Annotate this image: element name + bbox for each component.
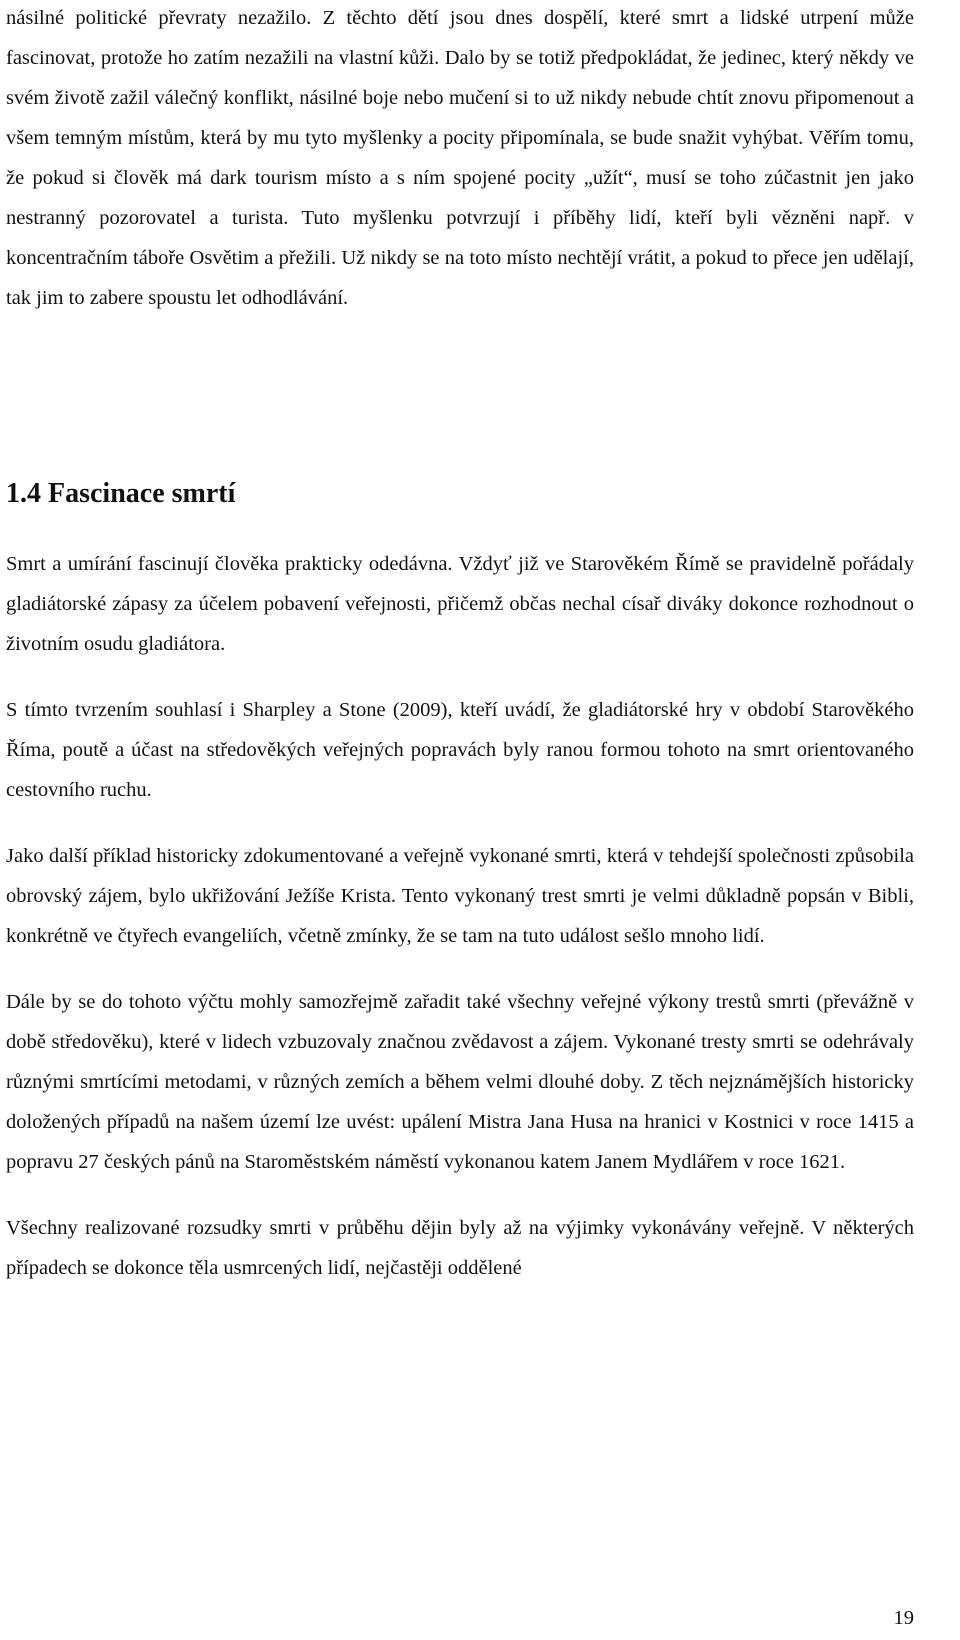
body-paragraph: Jako další příklad historicky zdokumentované a veřejně vykonané smrti, která v tehdejší společnosti způsobila obrovský zájem, bylo ukřižování Ježíše Krista. Tento vykonaný trest smrti je velmi důkladně popsán v Bibli, konkrétně ve čtyřech evangeliích, včetně zmínky, že se tam na tuto událost sešlo mnoho lidí. bbox=[6, 845, 914, 947]
body-paragraph: Dále by se do tohoto výčtu mohly samozřejmě zařadit také všechny veřejné výkony trestů smrti (převážně v době středověku), které v lidech vzbuzovaly značnou zvědavost a zájem. Vykonané tresty smrti se odehrávaly různými smrtícími metodami, v různých zemích a během velmi dlouhé doby. Z těch nejznámějších historicky doložených případů na našem území lze uvést: upálení Mistra Jana Husa na hranici v Kostnici v roce 1415 a popravu 27 českých pánů na Staroměstském náměstí vykonanou katem Janem Mydlářem v roce 1621. bbox=[6, 991, 914, 1173]
section-heading: 1.4 Fascinace smrtí bbox=[6, 478, 236, 509]
body-paragraph: Všechny realizované rozsudky smrti v průběhu dějin byly až na výjimky vykonávány veřejně. V některých případech se dokonce těla usmrcených lidí, nejčastěji oddělené bbox=[6, 1217, 914, 1279]
section-body bbox=[6, 544, 914, 1288]
body-paragraph: Smrt a umírání fascinují člověka prakticky odedávna. Vždyť již ve Starověkém Římě se pravidelně pořádaly gladiátorské zápasy za účelem pobavení veřejnosti, přičemž občas nechal císař diváky dokonce rozhodnout o životním osudu gladiátora. bbox=[6, 553, 914, 655]
body-paragraph: S tímto tvrzením souhlasí i Sharpley a Stone (2009), kteří uvádí, že gladiátorské hry v období Starověkého Říma, poutě a účast na středověkých veřejných popravách byly ranou formou tohoto na smrt orientovaného cestovního ruchu. bbox=[6, 699, 914, 801]
page-number: 19 bbox=[893, 1607, 914, 1629]
document-page bbox=[6, 0, 914, 1640]
body-paragraph: násilné politické převraty nezažilo. Z těchto dětí jsou dnes dospělí, které smrt a lidské utrpení může fascinovat, protože ho zatím nezažili na vlastní kůži. Dalo by se totiž předpokládat, že jedinec, který někdy ve svém životě zažil válečný konflikt, násilné boje nebo mučení si to už nikdy nebude chtít znovu připomenout a všem temným místům, která by mu tyto myšlenky a pocity připomínala, se bude snažit vyhýbat. Věřím tomu, že pokud si člověk má dark tourism místo a s ním spojené pocity „užít“, musí se toho zúčastnit jen jako nestranný pozorovatel a turista. Tuto myšlenku potvrzují i příběhy lidí, kteří byli vězněni např. v koncentračním táboře Osvětim a přežili. Už nikdy se na toto místo nechtějí vrátit, a pokud to přece jen udělají, tak jim to zabere spoustu let odhodlávání. bbox=[6, 7, 914, 309]
